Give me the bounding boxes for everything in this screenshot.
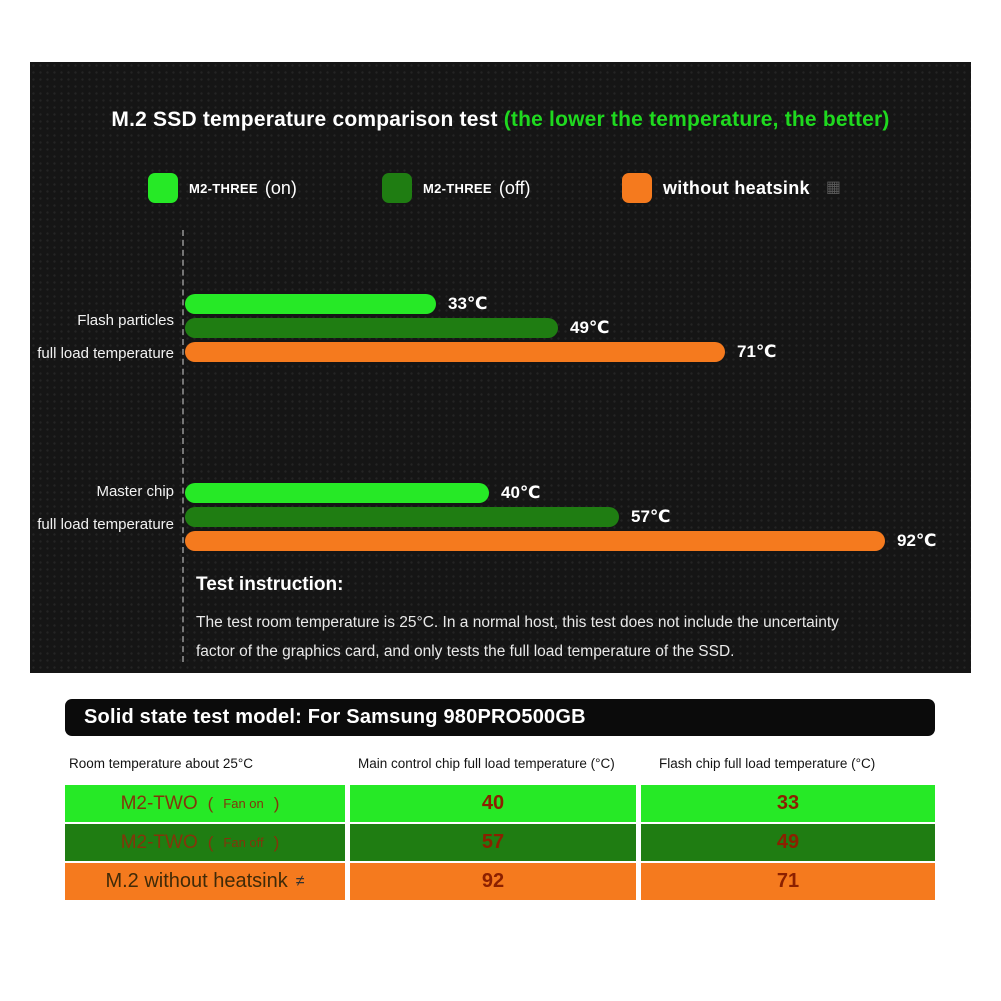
table-header-main-chip: Main control chip full load temperature (°C) bbox=[358, 756, 615, 771]
table-cell-flash-chip-value bbox=[641, 824, 935, 861]
legend-swatch-off bbox=[382, 173, 412, 203]
test-instruction-line: factor of the graphics card, and only tests the full load temperature of the SSD. bbox=[196, 643, 735, 660]
group-label-flash bbox=[30, 304, 174, 370]
paren-close: ) bbox=[273, 793, 280, 813]
table-cell-label bbox=[65, 863, 345, 900]
table-row-fan-on bbox=[65, 785, 935, 822]
table-row-fan-off bbox=[65, 824, 935, 861]
bar-master-no-heatsink bbox=[185, 531, 885, 551]
value: 40 bbox=[481, 792, 505, 814]
table-cell-main-chip-value bbox=[350, 785, 636, 822]
table-header-row bbox=[65, 756, 935, 771]
paren-open: ( bbox=[207, 832, 214, 852]
test-instruction-heading: Test instruction: bbox=[196, 574, 344, 595]
model-banner bbox=[65, 699, 935, 736]
bar-master-fan-off bbox=[185, 507, 619, 527]
legend-swatch-no-heatsink bbox=[622, 173, 652, 203]
paren-close: ) bbox=[273, 832, 280, 852]
row-label: M2-TWO bbox=[120, 792, 198, 814]
bar-row bbox=[185, 342, 971, 362]
bar-flash-fan-on bbox=[185, 294, 436, 314]
table-row-no-heatsink bbox=[65, 863, 935, 900]
legend-label: without heatsink bbox=[663, 177, 810, 198]
group-label-line: Master chip bbox=[96, 483, 174, 500]
bar-value-label: 40℃ bbox=[501, 483, 541, 502]
bar-value-label: 49℃ bbox=[570, 318, 610, 337]
group-label-line: full load temperature bbox=[37, 516, 174, 533]
value: 57 bbox=[481, 831, 505, 853]
legend-item-fan-off bbox=[382, 172, 531, 204]
value: 33 bbox=[776, 792, 800, 814]
bar-flash-fan-off bbox=[185, 318, 558, 338]
legend-item-fan-on bbox=[148, 172, 297, 204]
bar-row bbox=[185, 531, 971, 551]
model-banner-text: Solid state test model: For Samsung 980PRO500GB bbox=[84, 706, 586, 728]
stamp-grid-icon: ▦ bbox=[825, 179, 841, 196]
bar-value-label: 57℃ bbox=[631, 507, 671, 526]
legend-state: (off) bbox=[498, 177, 531, 198]
value: 92 bbox=[481, 870, 505, 892]
chart-panel bbox=[30, 62, 971, 673]
group-label-line: Flash particles bbox=[77, 312, 174, 329]
test-instruction-line: The test room temperature is 25°C. In a normal host, this test does not include the uncertainty bbox=[196, 614, 839, 631]
table-cell-main-chip-value bbox=[350, 863, 636, 900]
value: 49 bbox=[776, 831, 800, 853]
bar-row bbox=[185, 318, 971, 338]
bar-group-flash bbox=[30, 294, 971, 366]
legend-label: M2-THREE bbox=[189, 180, 258, 196]
row-label: M.2 without heatsink bbox=[105, 870, 288, 892]
bar-value-label: 71℃ bbox=[737, 342, 777, 361]
legend-label: M2-THREE bbox=[423, 180, 492, 196]
legend-swatch-on bbox=[148, 173, 178, 203]
group-label-line: full load temperature bbox=[37, 345, 174, 362]
row-label: M2-TWO bbox=[120, 831, 198, 853]
chart-title-highlight: (the lower the temperature, the better) bbox=[503, 108, 890, 131]
bar-row bbox=[185, 507, 971, 527]
fan-state-text: Fan on bbox=[223, 796, 264, 811]
test-instruction bbox=[196, 574, 941, 666]
bar-group-master-chip bbox=[30, 483, 971, 555]
chart-title bbox=[30, 108, 971, 132]
legend-state: (on) bbox=[264, 177, 297, 198]
chart-title-main: M.2 SSD temperature comparison test bbox=[111, 108, 498, 131]
table-header-room-temp: Room temperature about 25°C bbox=[69, 756, 253, 771]
bar-master-fan-on bbox=[185, 483, 489, 503]
bar-value-label: 92℃ bbox=[897, 531, 937, 550]
bar-row bbox=[185, 483, 971, 503]
bar-row bbox=[185, 294, 971, 314]
legend-item-no-heatsink bbox=[622, 172, 841, 204]
paren-open: ( bbox=[207, 793, 214, 813]
fan-icon: ≠ bbox=[295, 872, 305, 890]
bars-flash bbox=[185, 294, 971, 362]
table-cell-label bbox=[65, 785, 345, 822]
table-cell-label bbox=[65, 824, 345, 861]
table-cell-main-chip-value bbox=[350, 824, 636, 861]
bars-master-chip bbox=[185, 483, 971, 551]
table-cell-flash-chip-value bbox=[641, 785, 935, 822]
bar-flash-no-heatsink bbox=[185, 342, 725, 362]
fan-state-text: Fan off bbox=[223, 835, 264, 850]
group-label-master-chip bbox=[30, 475, 174, 541]
table-header-flash-chip: Flash chip full load temperature (°C) bbox=[659, 756, 876, 771]
bar-value-label: 33℃ bbox=[448, 294, 488, 313]
value: 71 bbox=[776, 870, 800, 892]
table-cell-flash-chip-value bbox=[641, 863, 935, 900]
